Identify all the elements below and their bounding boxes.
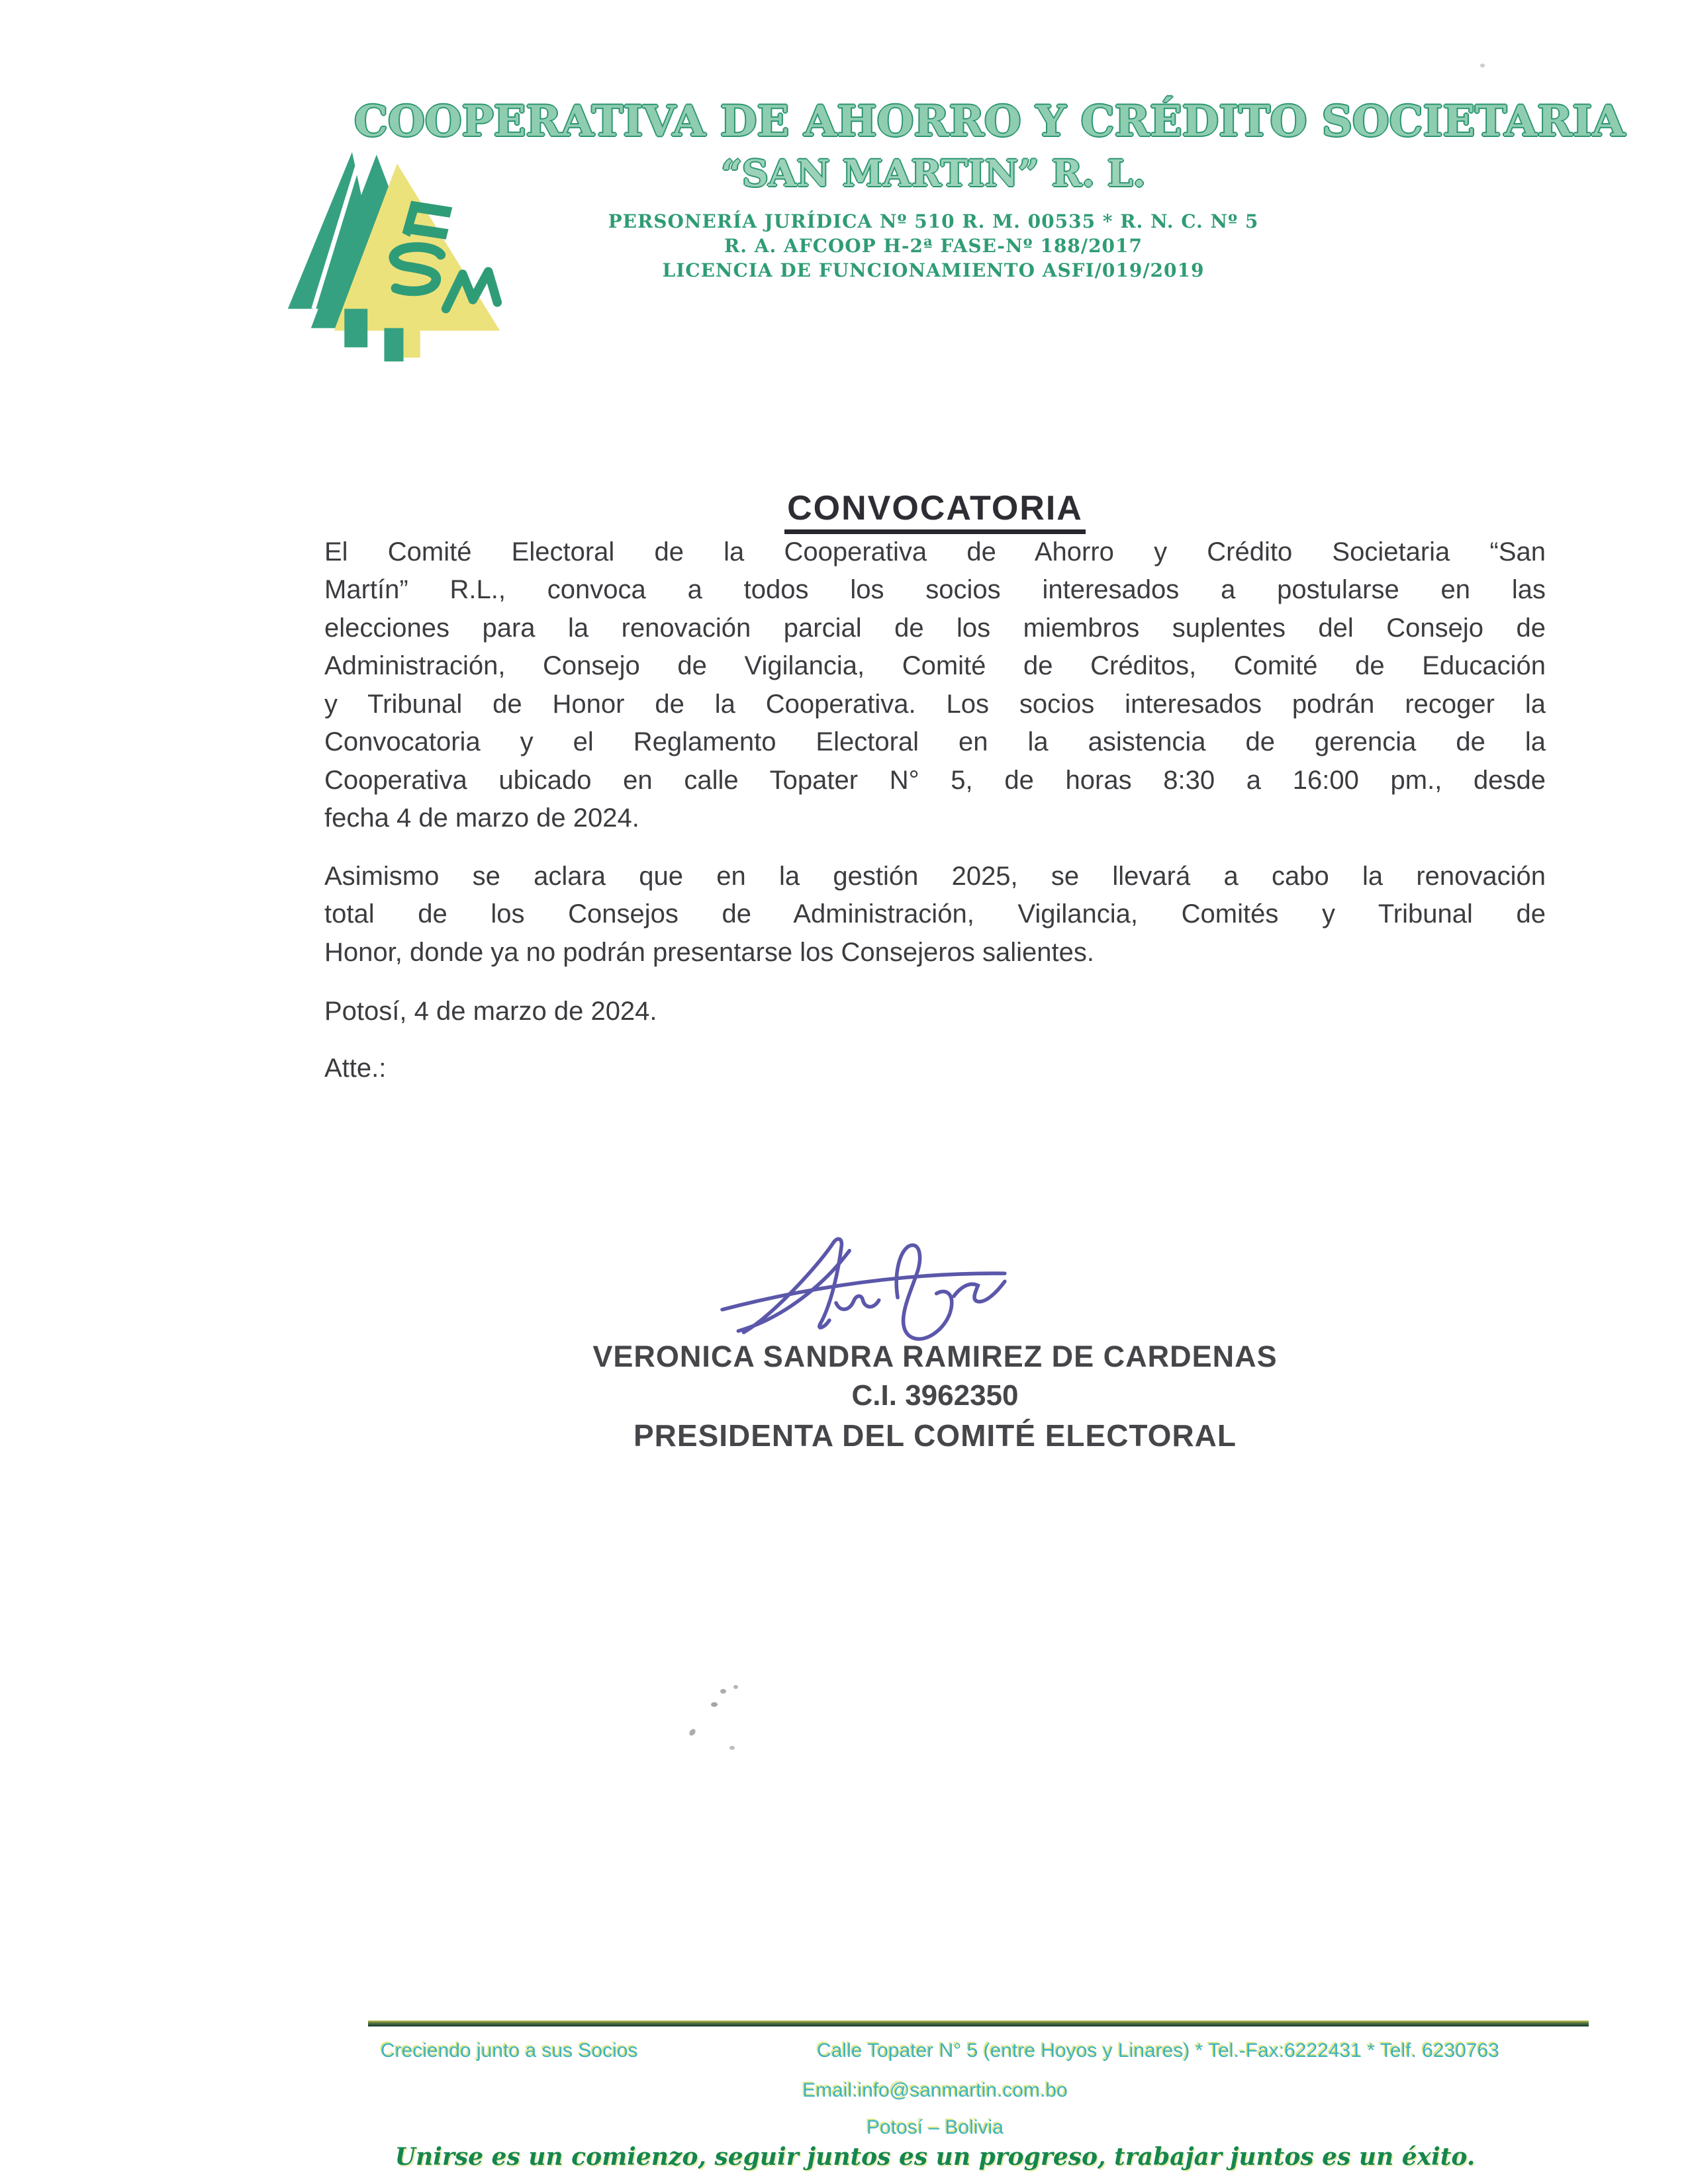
footer-address-phone: Calle Topater N° 5 (entre Hoyos y Linares) * Tel.-Fax:6222431 * Telf. 6230763 xyxy=(817,2040,1499,2062)
scan-speck xyxy=(711,1702,718,1707)
scan-speck xyxy=(720,1689,726,1694)
document-title-text: CONVOCATORIA xyxy=(784,489,1086,534)
legal-line-personeria: PERSONERÍA JURÍDICA Nº 510 R. M. 00535 * R. N. C. Nº 5 xyxy=(608,210,1259,232)
footer-row xyxy=(381,2040,1499,2062)
paragraph2-line: Asimismo se aclara que en la gestión 2025, se llevará a cabo la renovación xyxy=(324,862,1546,891)
paragraph1-line: elecciones para la renovación parcial de los miembros suplentes del Consejo de xyxy=(324,614,1546,643)
legal-line-afcoop: R. A. AFCOOP H-2ª FASE-Nº 188/2017 xyxy=(724,235,1143,257)
paragraph1-line: y Tribunal de Honor de la Cooperativa. Los socios interesados podrán recoger la xyxy=(324,690,1546,719)
paragraph1-line: Martín” R.L., convoca a todos los socios interesados a postularse en las xyxy=(324,575,1546,604)
paragraph1-line: Cooperativa ubicado en calle Topater N° 5, de horas 8:30 a 16:00 pm., desde xyxy=(324,766,1546,795)
footer-divider xyxy=(368,2021,1589,2026)
paragraph1-line: fecha 4 de marzo de 2024. xyxy=(324,803,639,833)
signer-title: PRESIDENTA DEL COMITÉ ELECTORAL xyxy=(633,1418,1237,1453)
paragraph1-line: Administración, Consejo de Vigilancia, Comité de Créditos, Comité de Educación xyxy=(324,651,1546,680)
org-name-line1: COOPERATIVA DE AHORRO Y CRÉDITO SOCIETARIA xyxy=(354,97,1625,146)
scan-speck xyxy=(733,1685,738,1689)
org-name-line2: “SAN MARTIN” R. L. xyxy=(721,152,1146,195)
footer-location: Potosí – Bolivia xyxy=(867,2116,1004,2138)
paragraph2-line: total de los Consejos de Administración, Vigilancia, Comités y Tribunal de xyxy=(324,899,1546,929)
paragraph1-line: Convocatoria y el Reglamento Electoral en la asistencia de gerencia de la xyxy=(324,727,1546,756)
footer-tagline: Creciendo junto a sus Socios xyxy=(381,2040,638,2062)
document-title xyxy=(324,488,1546,528)
scan-speck xyxy=(729,1746,735,1750)
signer-id: C.I. 3962350 xyxy=(851,1379,1019,1412)
scan-speck xyxy=(1480,64,1485,68)
dateline: Potosí, 4 de marzo de 2024. xyxy=(324,997,657,1026)
closing-atte: Atte.: xyxy=(324,1054,387,1083)
signer-name: VERONICA SANDRA RAMIREZ DE CARDENAS xyxy=(592,1340,1278,1373)
footer-email: Email:info@sanmartin.com.bo xyxy=(802,2079,1068,2101)
paragraph2-line: Honor, donde ya no podrán presentarse los Consejeros salientes. xyxy=(324,938,1094,967)
scan-speck xyxy=(688,1728,696,1737)
letterhead xyxy=(354,97,1625,283)
footer-motto: Unirse es un comienzo, seguir juntos es un progreso, trabajar juntos es un éxito. xyxy=(395,2143,1476,2171)
paragraph1-line: El Comité Electoral de la Cooperativa de Ahorro y Crédito Societaria “San xyxy=(324,537,1546,567)
legal-line-licencia: LICENCIA DE FUNCIONAMIENTO ASFI/019/2019 xyxy=(662,259,1205,281)
legal-block xyxy=(354,209,1513,283)
